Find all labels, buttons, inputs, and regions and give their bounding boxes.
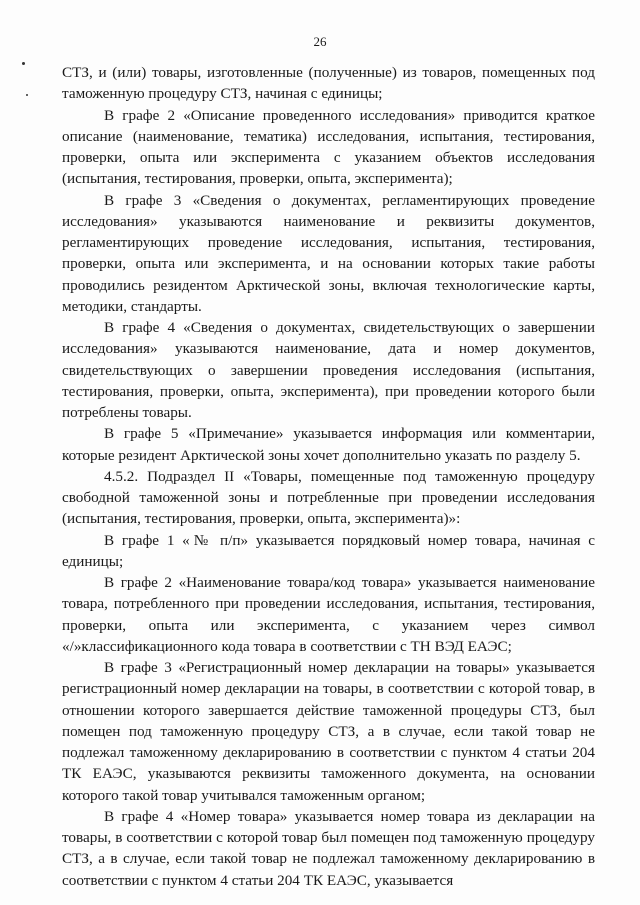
page-number: 26 xyxy=(313,34,327,49)
paragraph: В графе 5 «Примечание» указывается информация или комментарии, которые резидент Арктической зоны хочет дополнительно указать по разделу 5. xyxy=(62,425,595,464)
margin-mark xyxy=(26,94,28,96)
paragraph: В графе 4 «Номер товара» указывается номер товара из декларации на товары, в соответствии с которой товар был помещен под таможенную процедуру СТЗ, а в случае, если такой товар не подлежал таможенному декларированию в соответствии с пунктом 4 статьи 204 ТК ЕАЭС, указывается xyxy=(62,807,595,889)
paragraph: 4.5.2. Подраздел II «Товары, помещенные под таможенную процедуру свободной таможенной зоны и потребленные при проведении исследования (испытания, тестирования, проверки, опыта, эксперимента)»: xyxy=(62,467,595,528)
paragraph: В графе 2 «Наименование товара/код товара» указывается наименование товара, потребленного при проведении исследования, испытания, тестирования, проверки, опыта или эксперимента, с указанием через символ «/»классификационного кода товара в соответствии с ТН ВЭД ЕАЭС; xyxy=(62,574,595,655)
paragraph: СТЗ, и (или) товары, изготовленные (полученные) из товаров, помещенных под таможенную процедуру СТЗ, начиная с единицы; xyxy=(62,64,595,103)
paragraph: В графе 2 «Описание проведенного исследования» приводится краткое описание (наименование, тематика) исследования, испытания, тестирования, проверки, опыта или эксперимента с указанием объектов исследования (испытания, тестирования, проверки, опыта, эксперимента); xyxy=(62,106,595,188)
paragraph: В графе 4 «Сведения о документах, свидетельствующих о завершении исследования» указываются наименование, дата и номер документов, свидетельствующих о завершении проведения исследования (испытания, тестирования, проверки, опыта, эксперимента), при проведении которого были потреблены товары. xyxy=(62,319,595,421)
margin-mark xyxy=(22,62,25,65)
body-text xyxy=(62,62,595,891)
paragraph: В графе 1 «№ п/п» указывается порядковый номер товара, начиная с единицы; xyxy=(62,531,595,570)
paragraph: В графе 3 «Регистрационный номер декларации на товары» указывается регистрационный номер декларации на товары, в соответствии с которой товар, в отношении которого завершается действие таможенной процедуры СТЗ, был помещен под таможенную процедуру СТЗ, а в случае, если такой товар не подлежал таможенному декларированию в соответствии с пунктом 4 статьи 204 ТК ЕАЭС, указываются реквизиты таможенного документа, на основании которого такой товар учитывался таможенным органом; xyxy=(62,659,595,804)
paragraph: В графе 3 «Сведения о документах, регламентирующих проведение исследования» указываются наименование и реквизиты документов, регламентирующих проведение исследования, испытания, тестирования, проверки, опыта или эксперимента, и на основании которых такие работы проводились резидентом Арктической зоны, включая технологические карты, методики, стандарты. xyxy=(62,191,595,315)
